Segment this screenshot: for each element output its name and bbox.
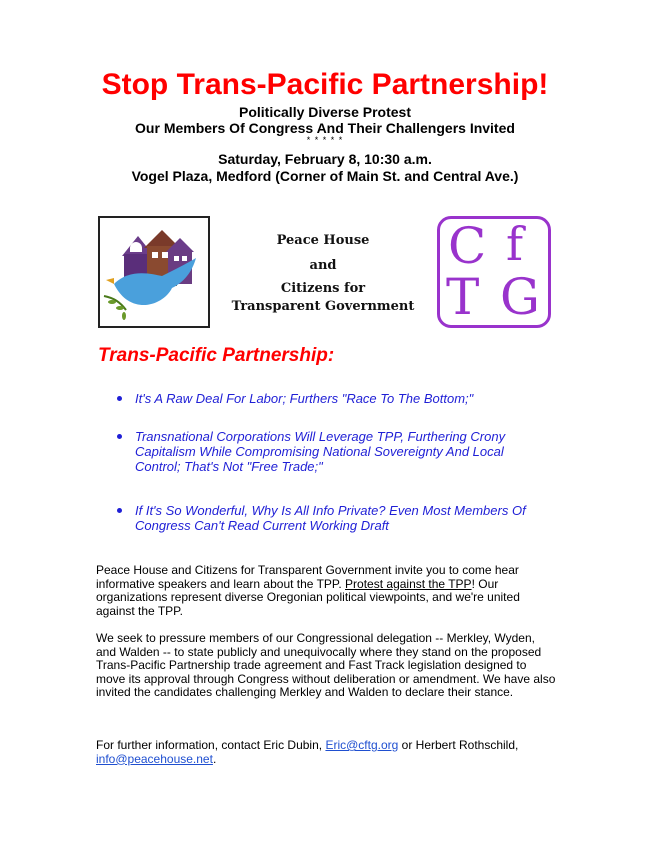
window <box>162 252 168 258</box>
section-heading: Trans-Pacific Partnership: <box>98 345 335 366</box>
paragraph-text: . <box>212 751 217 766</box>
sponsor-and: and <box>309 258 337 273</box>
subtitle-protest: Politically Diverse Protest <box>239 104 411 120</box>
event-location: Vogel Plaza, Medford (Corner of Main St. and Central Ave.) <box>131 168 519 184</box>
list-item-text: It's A Raw Deal For Labor; Furthers "Race To The Bottom;" <box>135 391 474 406</box>
paragraph-text: For further information, contact Eric Dubin, <box>96 738 326 752</box>
email-link-eric[interactable]: Eric@cftg.org <box>325 738 399 752</box>
list-item-text: If It's So Wonderful, Why Is All Info Private? Even Most Members Of Congress Can't Read Current Working Draft <box>135 503 526 533</box>
paragraph-text: or Herbert Rothschild, <box>398 738 519 752</box>
paragraph-invite <box>96 564 556 618</box>
olive-leaf <box>122 312 126 320</box>
cftg-letter-f: f <box>506 217 524 271</box>
peace-house-logo-art <box>100 218 208 326</box>
paragraph-pressure: We seek to pressure members of our Congressional delegation -- Merkley, Wyden, and Walden -- to state publicly and unequivocally where they stand on the proposed Trans-Pacific Partnership trade agreement and Fast Track legislation designed to move its approval through Congress without deliberation or amendment. We have also invited the candidates challenging Merkley and Walden to declare their stance. <box>96 631 556 700</box>
olive-leaf <box>116 306 124 310</box>
bullet-dot <box>117 434 122 439</box>
page-title: Stop Trans-Pacific Partnership! <box>101 68 549 101</box>
cftg-letter-c: C <box>448 217 487 275</box>
window <box>152 252 158 258</box>
protest-link[interactable]: Protest against the TPP <box>345 576 472 591</box>
sponsor-peace-house: Peace House <box>276 233 370 248</box>
paragraph-contact <box>96 739 556 766</box>
sponsor-cftg-line1: Citizens for <box>280 281 366 296</box>
cftg-letter-t: T <box>446 268 480 326</box>
paragraph-text: ! Our organizations represent diverse Oregonian political viewpoints, and we're united against the TPP. <box>96 576 520 618</box>
dove-beak <box>106 278 114 284</box>
paragraph-text: Peace House and Citizens for Transparent Government invite you to come hear informative speakers and learn about the TPP. <box>96 563 519 591</box>
email-link-peacehouse[interactable]: info@peacehouse.net <box>96 751 213 766</box>
olive-leaf <box>108 300 116 304</box>
sponsor-names <box>222 228 424 316</box>
bullet-dot <box>117 396 122 401</box>
list-item-text: Transnational Corporations Will Leverage TPP, Furthering Crony Capitalism While Compromising National Sovereignty And Local Control; That's Not "Free Trade;" <box>135 429 506 474</box>
peace-house-logo <box>98 216 210 328</box>
bullet-dot <box>117 508 122 513</box>
window <box>174 256 179 261</box>
cftg-logo <box>437 216 551 328</box>
cftg-letter-g: G <box>500 268 540 326</box>
stars-divider: * * * * * <box>306 135 344 145</box>
sponsor-cftg-line2: Transparent Government <box>231 299 415 314</box>
event-date-time: Saturday, February 8, 10:30 a.m. <box>218 151 432 167</box>
window <box>182 256 187 261</box>
subtitle-invited: Our Members Of Congress And Their Challengers Invited <box>135 120 515 136</box>
